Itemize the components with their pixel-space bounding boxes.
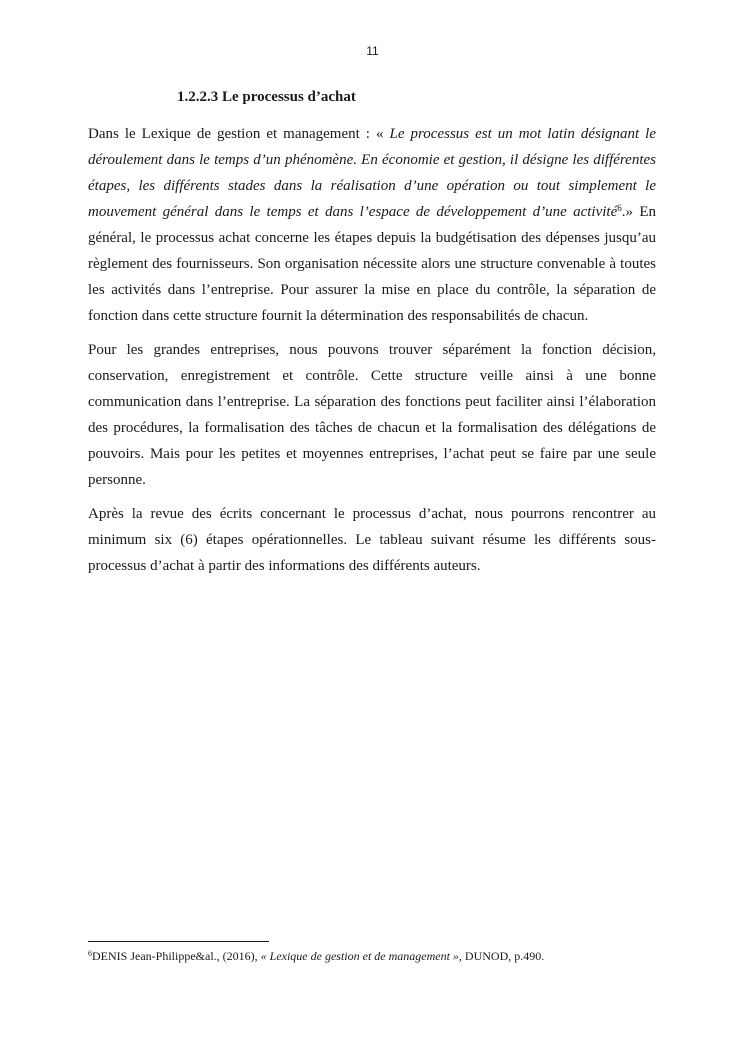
footnote-reference: 6 — [617, 203, 622, 213]
paragraph-continuation: .» En général, le processus achat concerne les étapes depuis la budgétisation des dépenses jusqu’au règlement des fournisseurs. Son organisation nécessite alors une structure convenable à toutes les activités dans l’entreprise. Pour assurer la mise en place du contrôle, la séparation de fonction dans cette structure fournit la détermination des responsabilités de chacun. — [88, 204, 656, 324]
body-text — [88, 121, 656, 587]
page-number: 11 — [366, 44, 379, 58]
quoted-definition: Le processus est un mot latin désignant le déroulement dans le temps d’un phénomène. En économie et gestion, il désigne les différentes étapes, les différents stades dans la réalisation d’une opération ou tout simplement le mouvement général dans le temps et dans l’espace de développement d’une activité — [88, 126, 656, 220]
footnote-authors: DENIS Jean-Philippe&al., (2016), — [92, 949, 261, 963]
footnote-marker: 6 — [88, 949, 92, 958]
section-heading: 1.2.2.3 Le processus d’achat — [177, 89, 356, 105]
paragraph-large-companies: Pour les grandes entreprises, nous pouvons trouver séparément la fonction décision, conservation, enregistrement et contrôle. Cette structure veille ainsi à une bonne communication dans l’entreprise. La séparation des fonctions peut faciliter ainsi l’élaboration des procédures, la formalisation des tâches de chacun et la formalisation des délégations de pouvoirs. Mais pour les petites et moyennes entreprises, l’achat peut se faire par une seule personne. — [88, 342, 656, 488]
footnote — [88, 948, 668, 964]
paragraph-definition — [88, 121, 656, 329]
paragraph-intro: Dans le Lexique de gestion et management : « — [88, 126, 390, 142]
footnote-title: « Lexique de gestion et de management » — [260, 949, 459, 963]
paragraph-operational-steps: Après la revue des écrits concernant le processus d’achat, nous pourrons rencontrer au minimum six (6) étapes opérationnelles. Le tableau suivant résume les différents sous-processus d’achat à partir des informations des différents auteurs. — [88, 506, 656, 574]
footnote-publisher: , DUNOD, p.490. — [458, 949, 545, 963]
footnote-separator — [88, 941, 269, 942]
